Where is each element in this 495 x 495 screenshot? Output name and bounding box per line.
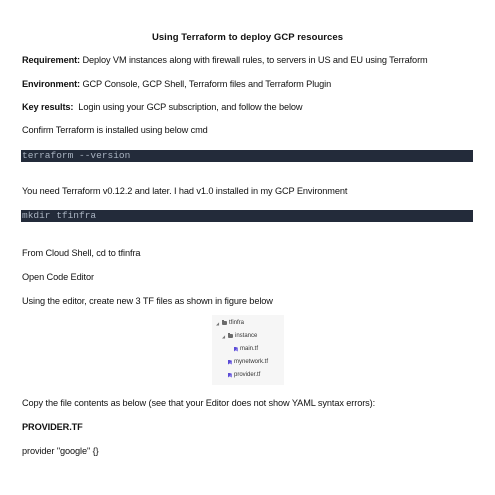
code-block-mkdir: mkdir tfinfra xyxy=(21,210,473,222)
terraform-file-icon xyxy=(228,360,232,365)
tree-label-instance: instance xyxy=(235,333,258,339)
terraform-file-icon xyxy=(234,347,238,352)
requirement-text: Deploy VM instances along with firewall rules, to servers in US and EU using Terraform xyxy=(80,55,428,65)
document-title: Using Terraform to deploy GCP resources xyxy=(151,32,344,43)
tree-label-tfinfra: tfinfra xyxy=(229,320,245,326)
key-results-line xyxy=(22,102,302,112)
tree-label-mynetwork-tf: mynetwork.tf xyxy=(234,359,269,365)
tree-item-instance xyxy=(222,333,257,339)
tree-item-mynetwork-tf xyxy=(228,359,268,365)
tree-item-provider-tf xyxy=(228,372,260,378)
requirement-line xyxy=(22,55,428,65)
tree-item-main-tf xyxy=(234,346,258,352)
expand-arrow-icon: ◢ xyxy=(222,333,226,339)
tree-item-tfinfra xyxy=(216,320,244,326)
code-block-terraform-version: terraform --version xyxy=(21,150,473,162)
open-editor-text: Open Code Editor xyxy=(22,272,94,282)
provider-code-line: provider "google" {} xyxy=(22,446,99,456)
folder-icon xyxy=(228,334,233,338)
tree-label-provider-tf: provider.tf xyxy=(234,372,261,378)
expand-arrow-icon: ◢ xyxy=(216,320,220,326)
requirement-label: Requirement: xyxy=(22,55,81,65)
tree-label-main-tf: main.tf xyxy=(240,346,259,352)
environment-text: GCP Console, GCP Shell, Terraform files and Terraform Plugin xyxy=(80,79,332,89)
version-text: You need Terraform v0.12.2 and later. I had v1.0 installed in my GCP Environment xyxy=(22,186,348,196)
file-tree-figure xyxy=(212,315,284,385)
environment-line xyxy=(22,79,331,89)
copy-text: Copy the file contents as below (see that your Editor does not show YAML syntax errors): xyxy=(22,398,376,408)
cloud-shell-text: From Cloud Shell, cd to tfinfra xyxy=(22,248,141,258)
confirm-text: Confirm Terraform is installed using below cmd xyxy=(22,125,208,135)
key-results-label: Key results: xyxy=(22,102,74,112)
using-editor-text: Using the editor, create new 3 TF files as shown in figure below xyxy=(22,296,273,306)
environment-label: Environment: xyxy=(22,79,81,89)
key-results-text: Login using your GCP subscription, and follow the below xyxy=(73,102,303,112)
folder-icon xyxy=(222,321,227,325)
terraform-file-icon xyxy=(228,373,232,378)
provider-heading: PROVIDER.TF xyxy=(22,422,83,432)
